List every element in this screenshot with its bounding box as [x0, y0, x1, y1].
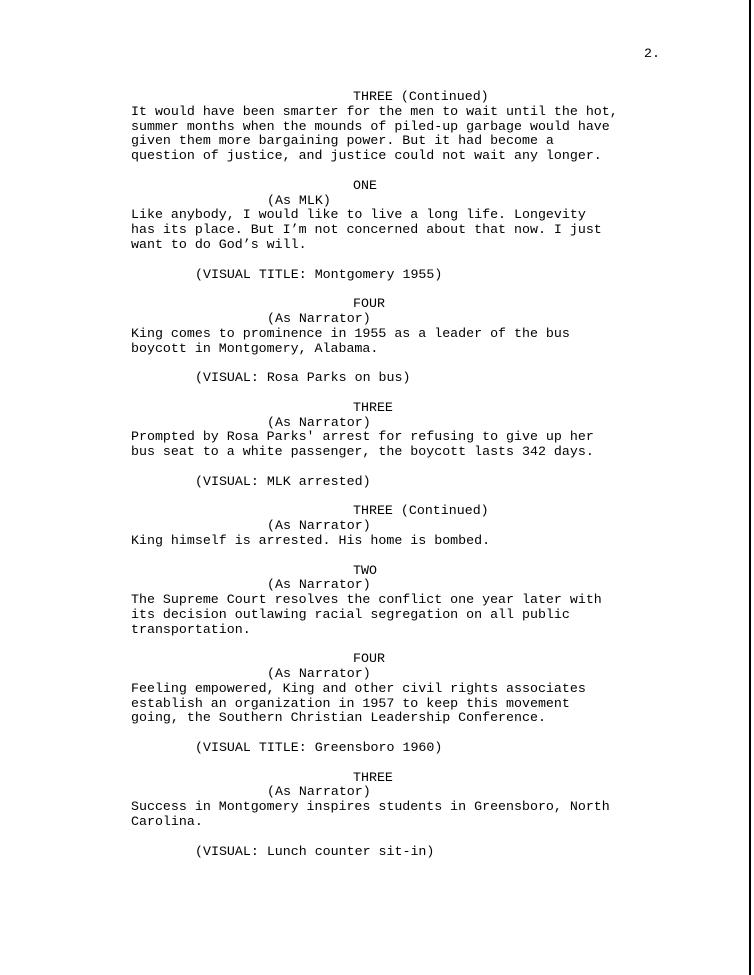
visual-direction: (VISUAL TITLE: Montgomery 1955): [195, 266, 443, 282]
page-number: 2.: [644, 46, 660, 61]
parenthetical: (As Narrator): [267, 666, 371, 682]
character-cue: THREE (Continued): [353, 89, 489, 104]
block-spacer: [131, 356, 691, 371]
block-spacer: [131, 386, 691, 401]
block-spacer: [131, 637, 691, 652]
block-spacer: [131, 460, 691, 475]
character-cue: THREE (Continued): [353, 503, 489, 519]
character-cue: FOUR: [353, 651, 385, 667]
dialogue: Feeling empowered, King and other civil rights associates establish an organization in 1957 to keep this movement going, the Southern Christian Leadership Conference.: [131, 680, 586, 726]
visual-direction: (VISUAL: MLK arrested): [195, 473, 371, 489]
screenplay-body: [131, 90, 691, 859]
block-spacer: [131, 726, 691, 741]
dialogue: Prompted by Rosa Parks' arrest for refusing to give up her bus seat to a white passenger, the boycott lasts 342 days.: [131, 429, 594, 460]
character-cue: TWO: [353, 562, 377, 578]
character-cue: FOUR: [353, 296, 385, 312]
character-cue: ONE: [353, 177, 377, 193]
parenthetical: (As MLK): [267, 192, 331, 208]
character-cue: THREE: [353, 399, 393, 415]
parenthetical: (As Narrator): [267, 518, 371, 534]
parenthetical: (As Narrator): [267, 310, 371, 326]
parenthetical: (As Narrator): [267, 784, 371, 800]
dialogue: The Supreme Court resolves the conflict one year later with its decision outlawing racial segregation on all public transportation.: [131, 592, 602, 637]
block-spacer: [131, 490, 691, 505]
block-spacer: [131, 164, 691, 179]
dialogue: It would have been smarter for the men to wait until the hot, summer months when the mounds of piled-up garbage would have given them more bargaining power. But it had become a question of justice, and justice could not wait any longer.: [131, 103, 618, 164]
dialogue: King himself is arrested. His home is bombed.: [131, 532, 491, 548]
visual-direction: (VISUAL: Rosa Parks on bus): [195, 370, 411, 386]
dialogue: King comes to prominence in 1955 as a leader of the bus boycott in Montgomery, Alabama.: [131, 325, 570, 356]
block-spacer: [131, 282, 691, 297]
parenthetical: (As Narrator): [267, 414, 371, 430]
block-spacer: [131, 830, 691, 845]
dialogue: Like anybody, I would like to live a long life. Longevity has its place. But I’m not concerned about that now. I just want to do God’s will.: [131, 207, 602, 252]
visual-direction: (VISUAL TITLE: Greensboro 1960): [195, 740, 443, 756]
visual-direction: (VISUAL: Lunch counter sit-in): [195, 843, 435, 859]
block-spacer: [131, 549, 691, 564]
parenthetical: (As Narrator): [267, 577, 371, 593]
character-cue: THREE: [353, 769, 393, 785]
block-spacer: [131, 756, 691, 771]
block-spacer: [131, 253, 691, 268]
dialogue: Success in Montgomery inspires students in Greensboro, North Carolina.: [131, 799, 610, 830]
